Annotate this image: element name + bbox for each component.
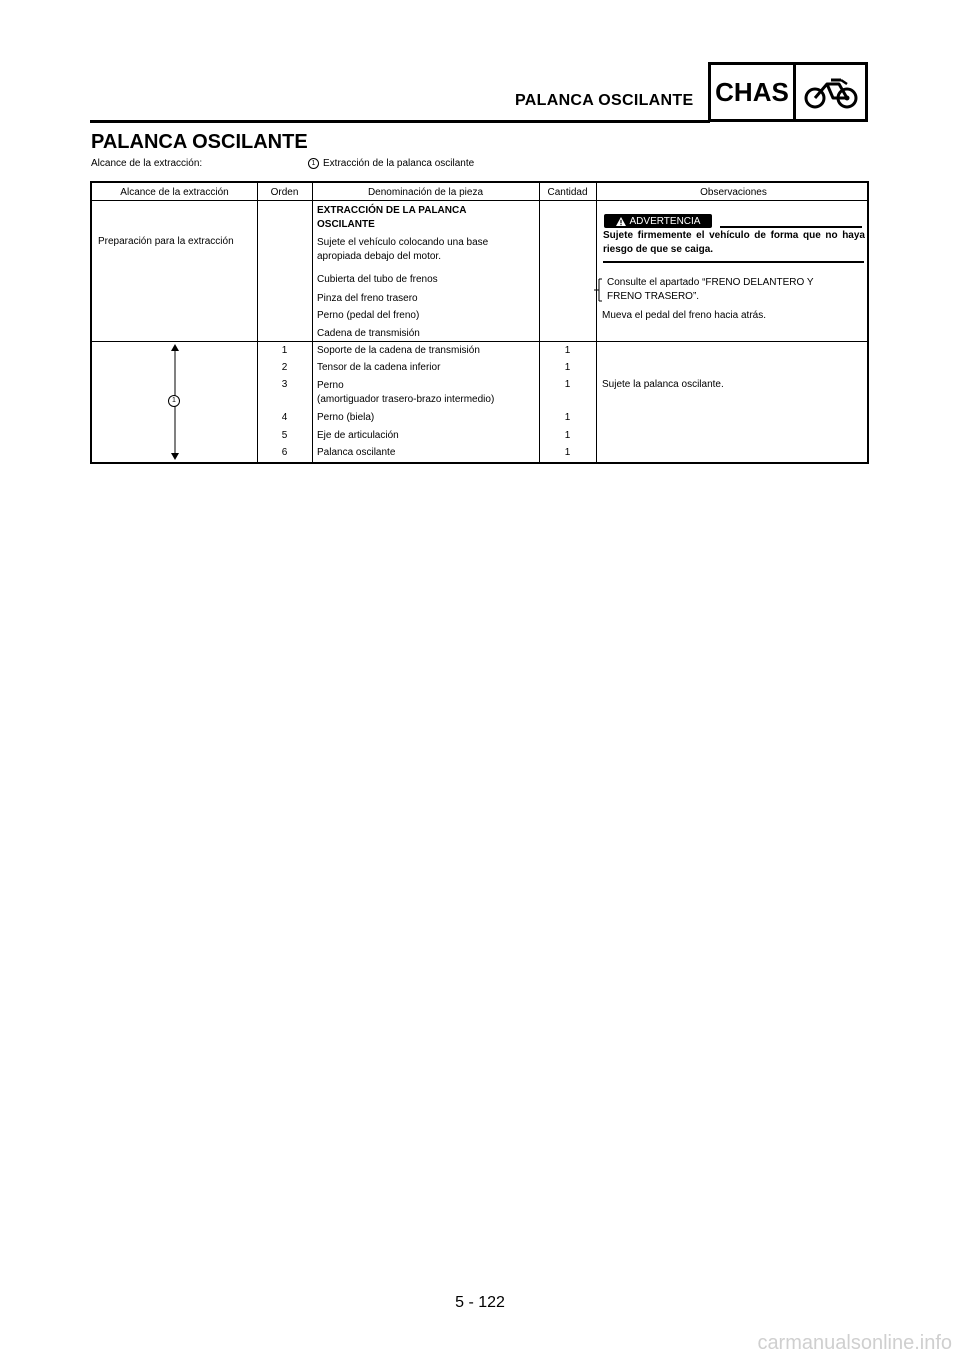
prep-scope: Preparación para la extracción [98, 236, 234, 247]
scope-marker-circle: 1 [308, 158, 319, 169]
prep-part-brake-pedal-bolt: Perno (pedal del freno) [317, 310, 420, 321]
warning-text: Sujete firmemente el vehículo de forma que no haya riesgo de que se caiga. [603, 230, 865, 255]
row-part: Tensor de la cadena inferior [317, 362, 441, 373]
page-number: 5 - 122 [455, 1294, 505, 1311]
prep-part-drive-chain: Cadena de transmisión [317, 328, 420, 339]
warning-triangle-icon [616, 217, 626, 226]
prep-support-instruction [317, 236, 488, 264]
brake-reference-line: FRENO TRASERO”. [607, 291, 700, 302]
col-divider [312, 183, 313, 462]
header-rule [90, 120, 710, 123]
brake-reference-line: Consulte el apartado “FRENO DELANTERO Y [607, 277, 814, 288]
prep-section-title-line: EXTRACCIÓN DE LA PALANCA [317, 205, 467, 216]
header-scope: Alcance de la extracción [120, 187, 229, 198]
pedal-note: Mueva el pedal del freno hacia atrás. [602, 310, 766, 321]
row-part-line: Perno [317, 380, 344, 391]
removal-scope-marker: 1 [168, 395, 180, 407]
row-quantity: 1 [564, 345, 571, 356]
prep-part-rear-caliper: Pinza del freno trasero [317, 293, 418, 304]
row-part: Eje de articulación [317, 430, 399, 441]
header-quantity: Cantidad [547, 187, 588, 198]
row-part-line: (amortiguador trasero-brazo intermedio) [317, 394, 495, 405]
row-part: Palanca oscilante [317, 447, 396, 458]
chas-badge [708, 62, 868, 122]
scope-item [308, 158, 474, 169]
warning-badge [604, 214, 712, 228]
row-divider [92, 200, 867, 201]
row-order: 4 [281, 412, 288, 423]
prep-part-brake-hose-cover: Cubierta del tubo de frenos [317, 274, 438, 285]
scope-label: Alcance de la extracción: [91, 158, 203, 169]
section-header-title: PALANCA OSCILANTE [515, 92, 694, 109]
row-quantity: 1 [564, 362, 571, 373]
row-quantity: 1 [564, 412, 571, 423]
prep-section-title-line: OSCILANTE [317, 219, 375, 230]
warning-bottom-rule [603, 261, 864, 263]
row-order: 6 [281, 447, 288, 458]
row-order: 3 [281, 379, 288, 390]
row-quantity: 1 [564, 447, 571, 458]
removal-table [90, 181, 869, 464]
row-quantity: 1 [564, 379, 571, 390]
removal-note: Sujete la palanca oscilante. [602, 379, 724, 390]
header-order: Orden [270, 187, 299, 198]
watermark: carmanualsonline.info [757, 1332, 952, 1354]
scope-item-text: Extracción de la palanca oscilante [323, 158, 475, 169]
warning-top-rule [720, 226, 862, 228]
brake-reference-note [607, 276, 814, 304]
prep-support-line: Sujete el vehículo colocando una base [317, 237, 489, 248]
warning-badge-label: ADVERTENCIA [629, 215, 701, 227]
row-order: 2 [281, 362, 288, 373]
row-part: Perno (biela) [317, 412, 375, 423]
prep-section-title [317, 204, 466, 232]
motorcycle-icon [796, 65, 865, 119]
col-divider [596, 183, 597, 462]
header-part-name: Denominación de la pieza [367, 187, 484, 198]
row-part [317, 379, 494, 407]
row-quantity: 1 [564, 430, 571, 441]
reference-brace [592, 278, 604, 302]
row-part: Soporte de la cadena de transmisión [317, 345, 480, 356]
row-order: 5 [281, 430, 288, 441]
header-observations: Observaciones [700, 187, 767, 198]
chas-label: CHAS [711, 65, 796, 119]
row-order: 1 [281, 345, 288, 356]
row-divider [92, 341, 867, 342]
prep-support-line: apropiada debajo del motor. [317, 251, 441, 262]
page-title: PALANCA OSCILANTE [91, 131, 308, 153]
